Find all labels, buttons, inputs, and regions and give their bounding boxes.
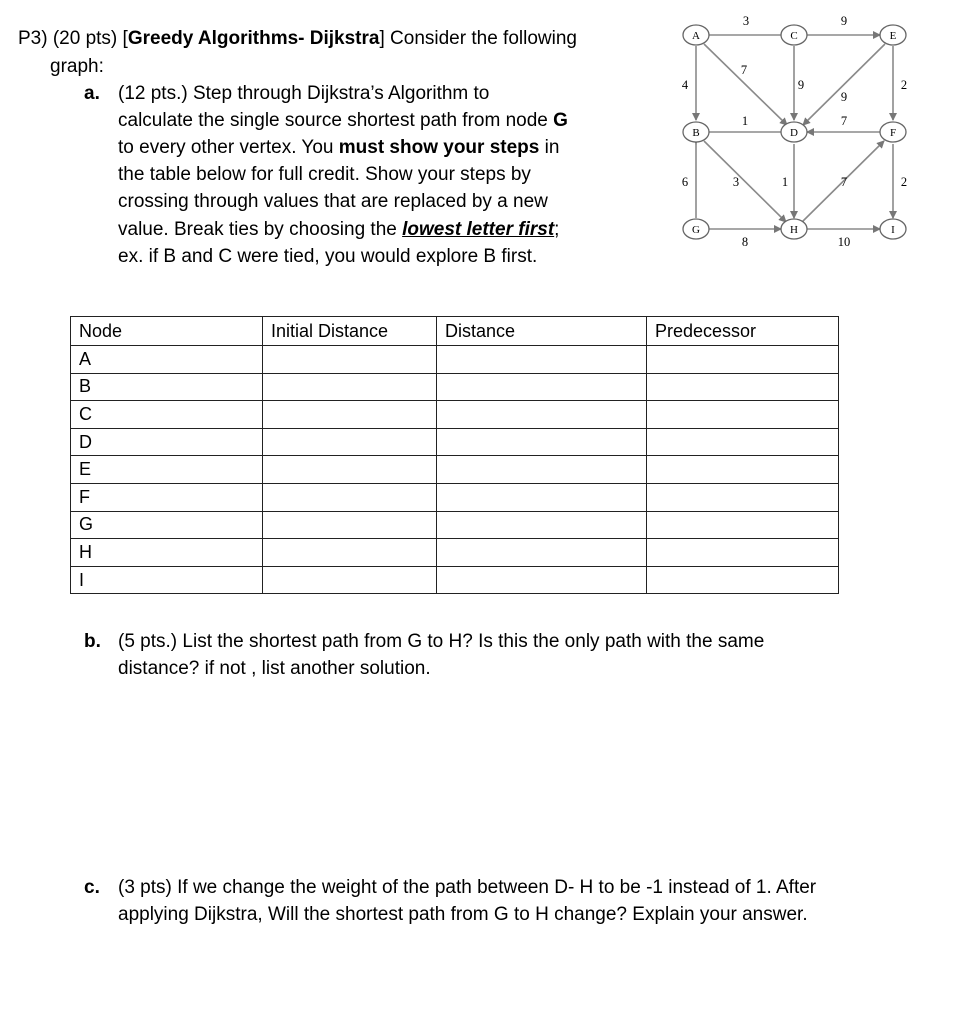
distance-cell[interactable]: [437, 373, 647, 401]
predecessor-cell[interactable]: [647, 539, 839, 567]
node-f: [880, 122, 906, 142]
initial-distance-cell[interactable]: [263, 456, 437, 484]
distance-cell[interactable]: [437, 483, 647, 511]
table-row: [71, 483, 839, 511]
predecessor-cell[interactable]: [647, 511, 839, 539]
weight-g-h: 8: [741, 235, 749, 249]
node-i: [880, 219, 906, 239]
predecessor-cell[interactable]: [647, 401, 839, 429]
col-header-initial-distance: Initial Distance: [263, 317, 437, 346]
svg-text:B: B: [692, 127, 700, 139]
distance-cell[interactable]: [437, 566, 647, 594]
node-cell: E: [71, 456, 263, 484]
svg-text:C: C: [790, 30, 798, 42]
weight-a-b: 4: [681, 78, 689, 92]
node-a: [683, 25, 709, 45]
table-row: [71, 401, 839, 429]
part-a-line3: to every other vertex. You must show your steps in: [118, 137, 560, 158]
distance-cell[interactable]: [437, 539, 647, 567]
node-b: [683, 122, 709, 142]
part-b-line1: (5 pts.) List the shortest path from G to H? Is this the only path with the same: [118, 631, 765, 652]
initial-distance-cell[interactable]: [263, 539, 437, 567]
part-a-label: a.: [84, 83, 100, 104]
node-c: [781, 25, 807, 45]
weight-e-f: 2: [900, 78, 908, 92]
svg-text:A: A: [692, 30, 700, 42]
problem-header: P3) (20 pts) [Greedy Algorithms- Dijkstra] Consider the following: [18, 28, 577, 49]
svg-text:E: E: [889, 30, 897, 42]
distance-cell[interactable]: [437, 428, 647, 456]
col-header-predecessor: Predecessor: [647, 317, 839, 346]
edge-e-d: [803, 44, 885, 125]
dijkstra-steps-table: [70, 316, 839, 594]
part-c-label: c.: [84, 877, 100, 898]
node-cell: B: [71, 373, 263, 401]
part-a-line6: value. Break ties by choosing the lowest letter first;: [118, 219, 560, 240]
predecessor-cell[interactable]: [647, 566, 839, 594]
distance-cell[interactable]: [437, 401, 647, 429]
predecessor-cell[interactable]: [647, 456, 839, 484]
part-a-line2: calculate the single source shortest path from node G: [118, 110, 568, 131]
predecessor-cell[interactable]: [647, 346, 839, 374]
node-g: [683, 219, 709, 239]
table-row: [71, 511, 839, 539]
weight-b-d: 1: [741, 114, 749, 128]
weight-b-g: 6: [681, 175, 689, 189]
weight-f-i: 2: [900, 175, 908, 189]
part-b-label: b.: [84, 631, 101, 652]
node-cell: A: [71, 346, 263, 374]
table-row: [71, 539, 839, 567]
table-row: [71, 566, 839, 594]
weighted-graph: [668, 8, 918, 258]
node-e: [880, 25, 906, 45]
svg-text:I: I: [891, 224, 895, 236]
part-a-line5: crossing through values that are replaced by a new: [118, 191, 548, 212]
part-c-line1: (3 pts) If we change the weight of the path between D- H to be -1 instead of 1. After: [118, 877, 817, 898]
initial-distance-cell[interactable]: [263, 346, 437, 374]
predecessor-cell[interactable]: [647, 483, 839, 511]
svg-text:D: D: [790, 127, 798, 139]
part-a-line7: ex. if B and C were tied, you would explore B first.: [118, 246, 538, 267]
initial-distance-cell[interactable]: [263, 373, 437, 401]
weight-d-h: 1: [781, 175, 789, 189]
svg-text:H: H: [790, 224, 798, 236]
node-cell: D: [71, 428, 263, 456]
svg-text:F: F: [889, 127, 897, 139]
node-h: [781, 219, 807, 239]
node-cell: I: [71, 566, 263, 594]
part-a-line4: the table below for full credit. Show your steps by: [118, 164, 531, 185]
edge-b-h: [704, 141, 789, 222]
distance-cell[interactable]: [437, 511, 647, 539]
part-a-line1: (12 pts.) Step through Dijkstra’s Algorithm to: [118, 83, 490, 104]
weight-c-e: 9: [840, 14, 848, 28]
part-b-line2: distance? if not , list another solution.: [118, 658, 431, 679]
weight-c-d: 9: [797, 78, 805, 92]
node-cell: H: [71, 539, 263, 567]
initial-distance-cell[interactable]: [263, 511, 437, 539]
table-row: [71, 373, 839, 401]
weight-a-d: 7: [740, 63, 748, 77]
weight-h-i: 10: [837, 235, 851, 249]
weight-h-f: 7: [840, 175, 848, 189]
col-header-distance: Distance: [437, 317, 647, 346]
initial-distance-cell[interactable]: [263, 428, 437, 456]
node-cell: F: [71, 483, 263, 511]
weight-b-h: 3: [732, 175, 740, 189]
table-row: [71, 428, 839, 456]
svg-text:G: G: [692, 224, 700, 236]
initial-distance-cell[interactable]: [263, 566, 437, 594]
node-d: [781, 122, 807, 142]
problem-header-line2: graph:: [50, 56, 104, 77]
table-header-row: [71, 317, 839, 346]
part-c-line2: applying Dijkstra, Will the shortest path from G to H change? Explain your answer.: [118, 904, 808, 925]
distance-cell[interactable]: [437, 456, 647, 484]
weight-e-d: 9: [840, 90, 848, 104]
predecessor-cell[interactable]: [647, 373, 839, 401]
distance-cell[interactable]: [437, 346, 647, 374]
node-cell: C: [71, 401, 263, 429]
predecessor-cell[interactable]: [647, 428, 839, 456]
initial-distance-cell[interactable]: [263, 401, 437, 429]
weight-a-c: 3: [742, 14, 750, 28]
table-row: [71, 346, 839, 374]
edge-a-d: [704, 44, 787, 125]
table-row: [71, 456, 839, 484]
node-cell: G: [71, 511, 263, 539]
weight-f-d: 7: [840, 114, 848, 128]
initial-distance-cell[interactable]: [263, 483, 437, 511]
col-header-node: Node: [71, 317, 263, 346]
